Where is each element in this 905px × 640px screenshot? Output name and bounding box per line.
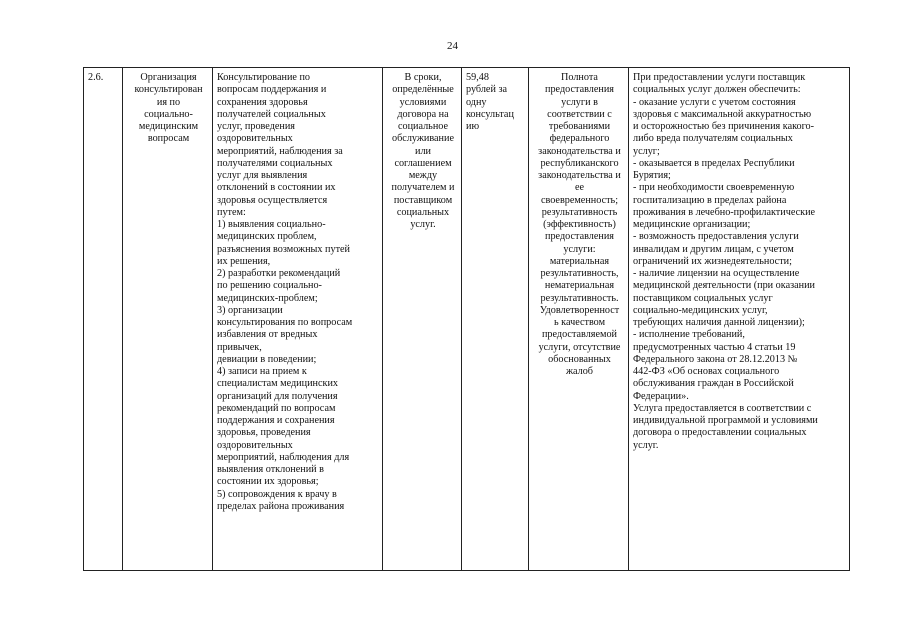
text-line: определённые — [392, 84, 454, 96]
text-line: Организация — [140, 72, 197, 83]
text-line: социально-медицинских услуг, — [633, 304, 768, 316]
text-line: услуги, отсутствие — [538, 341, 621, 353]
text-line: услуг; — [633, 145, 660, 157]
text-line: предусмотренных частью 4 статьи 19 — [633, 341, 796, 353]
text-line: При предоставлении услуги поставщик — [633, 72, 806, 83]
text-line: консультирован — [134, 84, 203, 96]
text-line: либо вреда получателям социальных — [633, 133, 793, 145]
text-line: своевременность; — [540, 194, 619, 206]
text-line: путем: — [217, 206, 246, 218]
text-line: рекомендаций по вопросам — [217, 402, 336, 414]
cell-conditions — [629, 68, 850, 571]
text-line: и осторожностью без причинения какого- — [633, 121, 815, 132]
text-line: - оказание услуги с учетом состояния — [633, 96, 796, 108]
text-line: индивидуальной программой и условиями — [633, 415, 818, 426]
text-line: поставщиком — [393, 194, 453, 206]
text-line: результативность. — [540, 292, 619, 304]
cell-terms — [383, 68, 462, 571]
text-line: (эффективность) — [543, 219, 616, 230]
text-line: их решения, — [217, 255, 271, 267]
text-line: В сроки, — [404, 72, 442, 83]
text-line: жалоб — [565, 366, 593, 377]
text-line: здоровья осуществляется — [217, 194, 328, 206]
text-line: организаций для получения — [217, 390, 338, 402]
text-line: 4) записи на прием к — [217, 366, 307, 377]
text-line: соответствии с — [547, 108, 612, 120]
text-line: Полнота — [561, 72, 598, 83]
text-line: условиями — [399, 96, 447, 108]
cell-row-number — [84, 68, 123, 571]
text-line: получателей социальных — [217, 108, 326, 120]
text-line: мероприятий, наблюдения за — [217, 145, 343, 157]
text-line: Федерации». — [633, 390, 689, 402]
text-line: обслуживание — [392, 133, 454, 145]
text-line: Бурятия; — [633, 170, 671, 181]
text-line: выявления отклонений в — [217, 464, 324, 475]
text-line: обоснованных — [548, 353, 611, 365]
text-line: обслуживания граждан в Российской — [633, 378, 794, 390]
text-line: пределах района проживания — [217, 500, 345, 512]
text-line: оздоровительных — [217, 439, 293, 451]
text-line: здоровья с максимальной аккуратностью — [633, 108, 812, 120]
text-line: 59,48 — [466, 72, 489, 83]
text-line: результативность, — [540, 268, 619, 279]
text-line: оздоровительных — [217, 133, 293, 145]
text-line: требующих наличия данной лицензии); — [633, 317, 805, 328]
cell-description — [213, 68, 383, 571]
text-line: мероприятий, наблюдения для — [217, 451, 350, 463]
text-line: услуг для выявления — [217, 170, 308, 181]
text-line: избавления от вредных — [217, 329, 318, 341]
text-line: предоставления — [545, 84, 614, 96]
cell-quality — [529, 68, 629, 571]
text-line: по решению социально- — [217, 280, 322, 292]
text-line: поставщиком социальных услуг — [633, 292, 773, 304]
text-line: получателем и — [391, 182, 455, 194]
text-line: - исполнение требований, — [633, 329, 745, 341]
text-line: Федерального закона от 28.12.2013 № — [633, 353, 798, 365]
text-line: услуги в — [561, 96, 598, 108]
text-line: медицинских-проблем; — [217, 292, 318, 304]
text-line: вопросам поддержания и — [217, 84, 327, 96]
text-line: Консультирование по — [217, 72, 311, 83]
text-line: медицинские организации; — [633, 219, 751, 230]
text-line: нематериальная — [544, 280, 615, 292]
text-line: социально- — [144, 108, 193, 120]
text-line: 3) организации — [217, 304, 283, 316]
text-line: Удовлетворенност — [539, 304, 620, 316]
text-line: федерального — [549, 133, 610, 145]
cell-service-name — [123, 68, 213, 571]
text-line: медицинских проблем, — [217, 231, 317, 243]
row-number: 2.6. — [88, 72, 104, 83]
text-line: 442-ФЗ «Об основах социального — [633, 366, 780, 377]
cell-price — [462, 68, 529, 571]
text-line: социальных услуг должен обеспечить: — [633, 84, 801, 96]
text-line: специалистам медицинских — [217, 378, 339, 390]
table-row — [84, 68, 850, 571]
text-line: договора о предоставлении социальных — [633, 427, 807, 439]
text-line: предоставления — [545, 231, 614, 243]
text-line: медицинским — [138, 121, 199, 132]
text-line: сохранения здоровья — [217, 96, 308, 108]
text-line: между — [408, 170, 438, 181]
text-line: услуг. — [633, 439, 659, 451]
text-line: разъяснения возможных путей — [217, 243, 350, 255]
text-line: инвалидам и другим лицам, с учетом — [633, 243, 794, 255]
text-line: вопросам — [147, 133, 190, 145]
text-line: поддержания и сохранения — [217, 415, 335, 426]
text-line: услуги: — [563, 243, 596, 255]
text-line: ию — [466, 121, 480, 132]
text-line: законодательства и — [538, 145, 621, 157]
text-line: предоставляемой — [541, 329, 618, 341]
text-line: ия по — [156, 96, 181, 108]
text-line: 1) выявления социально- — [217, 219, 326, 230]
text-line: - при необходимости своевременную — [633, 182, 795, 194]
text-line: Услуга предоставляется в соответствии с — [633, 402, 812, 414]
text-line: ее — [574, 182, 585, 194]
text-line: здоровья, проведения — [217, 427, 311, 439]
text-line: одну — [466, 96, 487, 108]
text-line: ограничений их жизнедеятельности; — [633, 255, 792, 267]
text-line: проживания в лечебно-профилактические — [633, 206, 816, 218]
text-line: консультац — [466, 108, 514, 120]
text-line: соглашением — [394, 157, 452, 169]
text-line: 5) сопровождения к врачу в — [217, 488, 337, 500]
text-line: требованиями — [548, 121, 611, 132]
text-line: - наличие лицензии на осуществление — [633, 268, 800, 279]
text-line: консультирования по вопросам — [217, 317, 353, 328]
text-line: - возможность предоставления услуги — [633, 231, 799, 243]
text-line: госпитализацию в пределах района — [633, 194, 787, 206]
text-line: социальное — [397, 121, 449, 132]
text-line: получателями социальных — [217, 157, 333, 169]
text-line: медицинской деятельности (при оказании — [633, 280, 815, 292]
text-line: результативность — [541, 206, 618, 218]
text-line: социальных — [396, 206, 450, 218]
text-line: ь качеством — [553, 317, 606, 328]
text-line: состоянии их здоровья; — [217, 476, 319, 488]
text-line: рублей за — [466, 84, 507, 96]
text-line: привычек, — [217, 341, 262, 353]
services-table — [83, 67, 850, 571]
text-line: 2) разработки рекомендаций — [217, 268, 341, 279]
text-line: договора на — [397, 108, 449, 120]
text-line: услуг. — [410, 219, 436, 230]
text-line: республиканского — [540, 157, 619, 169]
text-line: отклонений в состоянии их — [217, 182, 336, 194]
text-line: услуг, проведения — [217, 121, 295, 132]
text-line: или — [415, 145, 431, 157]
page-number: 24 — [447, 40, 458, 52]
text-line: законодательства и — [538, 170, 621, 181]
text-line: девиации в поведении; — [217, 353, 317, 365]
text-line: - оказывается в пределах Республики — [633, 157, 795, 169]
text-line: материальная — [549, 255, 610, 267]
